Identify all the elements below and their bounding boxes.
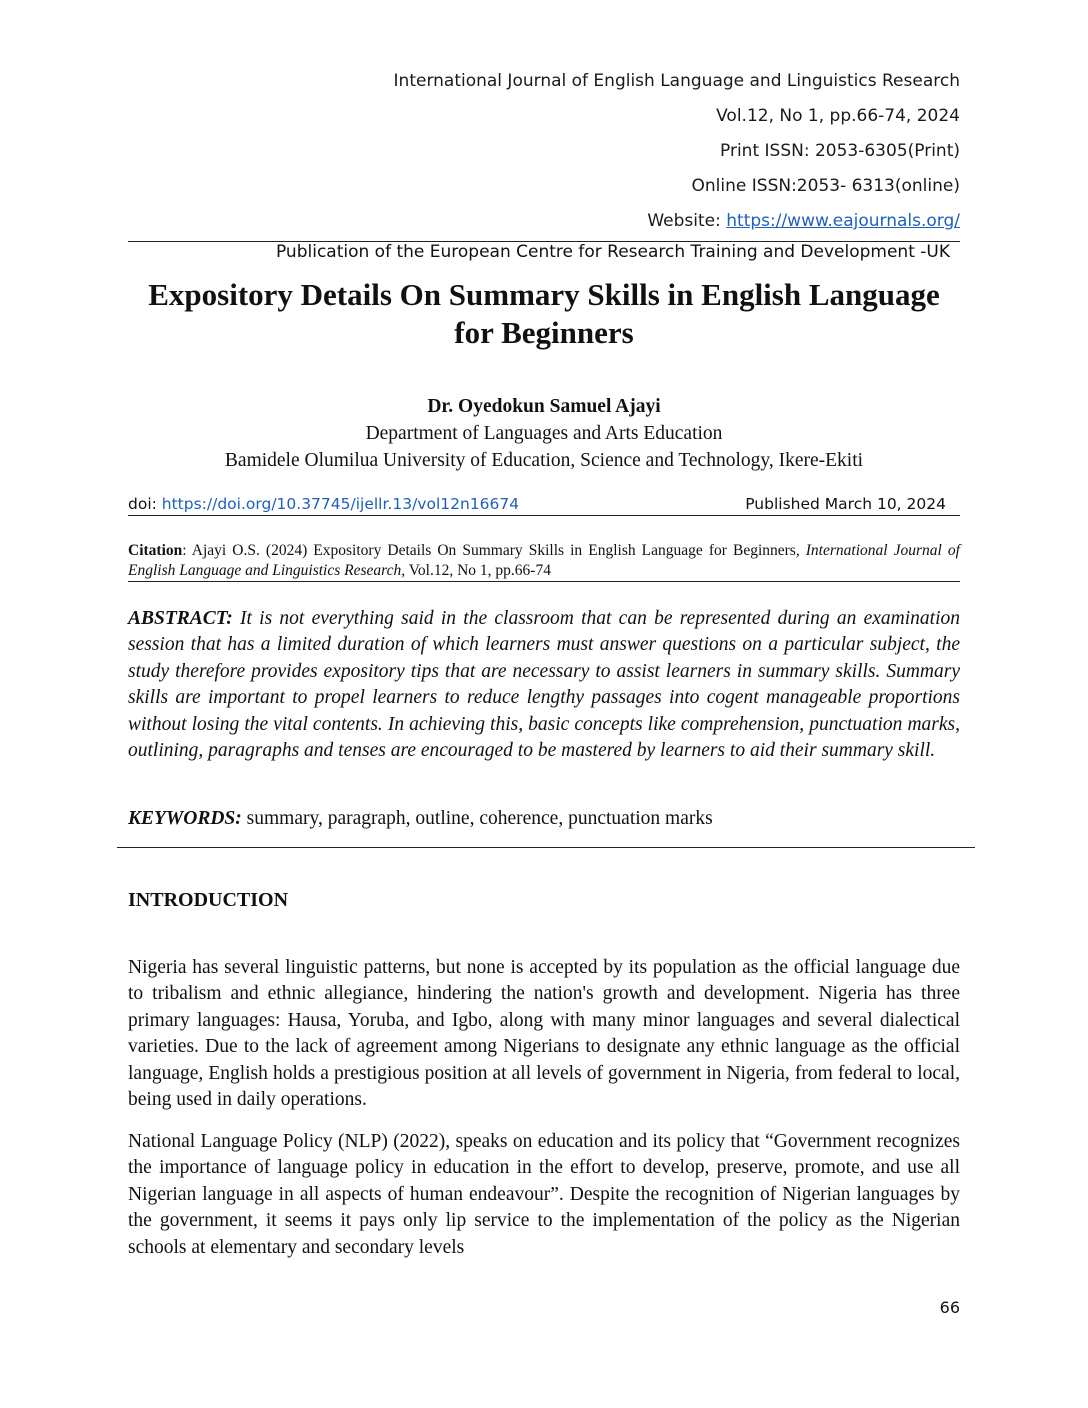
citation-volume: Vol.12, No 1, pp.66-74 bbox=[405, 562, 551, 579]
print-issn: Print ISSN: 2053-6305(Print) bbox=[720, 141, 960, 161]
doi-divider bbox=[128, 515, 960, 516]
website-label: Website: bbox=[647, 211, 727, 231]
paragraph: Nigeria has several linguistic patterns, but none is accepted by its population as the official language due to tribalism and ethnic allegiance, hindering the nation's growth and development. Nigeria has three primary languages: Hausa, Yoruba, and Igbo, along with many minor languages and several dialectical varieties. Due to the lack of agreement among Nigerians to designate any ethnic language as the official language, English holds a prestigious position at all levels of government in Nigeria, from federal to local, being used in daily operations. bbox=[128, 957, 960, 1111]
abstract-text: It is not everything said in the classroom that can be represented during an examination session that has a limited duration of which learners must answer questions on a particular subject, the study therefore provides expository tips that are necessary to assist learners in summary skills. Summary skills are important to propel learners to reduce lengthy passages into cogent manageable proportions without losing the vital contents. In achieving this, basic concepts like comprehension, punctuation marks, outlining, paragraphs and tenses are encouraged to be mastered by learners to aid their summary skill. bbox=[128, 608, 960, 762]
doi bbox=[128, 493, 519, 515]
volume-info: Vol.12, No 1, pp.66-74, 2024 bbox=[716, 106, 960, 126]
paper-title bbox=[110, 276, 978, 352]
publication-line: Publication of the European Centre for Research Training and Development -UK bbox=[275, 242, 950, 262]
citation bbox=[128, 541, 960, 581]
citation-text: : Ajayi O.S. (2024) Expository Details On Summary Skills in English Language for Beginners bbox=[182, 542, 796, 559]
online-issn: Online ISSN:2053- 6313(online) bbox=[691, 176, 960, 196]
keywords-text: summary, paragraph, outline, coherence, punctuation marks bbox=[241, 808, 713, 829]
journal-name: International Journal of English Language and Linguistics Research bbox=[393, 71, 960, 91]
paragraph: National Language Policy (NLP) (2022), speaks on education and its policy that “Government recognizes the importance of language policy in education in the effort to develop, preserve, promote, and use all Nigerian language in all aspects of human endeavour”. Despite the recognition of Nigerian languages by the government, it seems it pays only lip service to the implementation of the policy as the Nigerian schools at elementary and secondary levels bbox=[128, 1131, 960, 1258]
citation-divider bbox=[128, 581, 960, 582]
abstract-label: ABSTRACT: bbox=[128, 608, 233, 629]
website-line bbox=[394, 204, 960, 239]
doi-link[interactable]: https://doi.org/10.37745/ijellr.13/vol12n16674 bbox=[161, 495, 520, 513]
citation-label: Citation bbox=[128, 542, 183, 559]
citation-journal: , International Journal of English Language and Linguistics Research, bbox=[128, 542, 960, 579]
keywords-label: KEYWORDS: bbox=[128, 808, 242, 829]
author-department: Department of Languages and Arts Education bbox=[365, 423, 723, 444]
journal-header bbox=[394, 64, 960, 239]
page-number: 66 bbox=[939, 1298, 960, 1317]
author-university: Bamidele Olumilua University of Education, Science and Technology, Ikere-Ekiti bbox=[224, 450, 864, 471]
doi-label: doi: bbox=[128, 495, 162, 513]
keywords-divider bbox=[117, 847, 975, 848]
author-block bbox=[110, 393, 978, 474]
keywords bbox=[128, 806, 960, 832]
doi-row bbox=[128, 493, 946, 515]
title-line-2: for Beginners bbox=[454, 315, 634, 350]
abstract bbox=[128, 606, 960, 764]
section-heading: INTRODUCTION bbox=[128, 889, 289, 911]
author-name: Dr. Oyedokun Samuel Ajayi bbox=[427, 396, 661, 417]
website-link[interactable]: https://www.eajournals.org/ bbox=[726, 211, 960, 231]
title-line-1: Expository Details On Summary Skills in English Language bbox=[148, 277, 940, 312]
published-date: Published March 10, 2024 bbox=[745, 495, 946, 513]
